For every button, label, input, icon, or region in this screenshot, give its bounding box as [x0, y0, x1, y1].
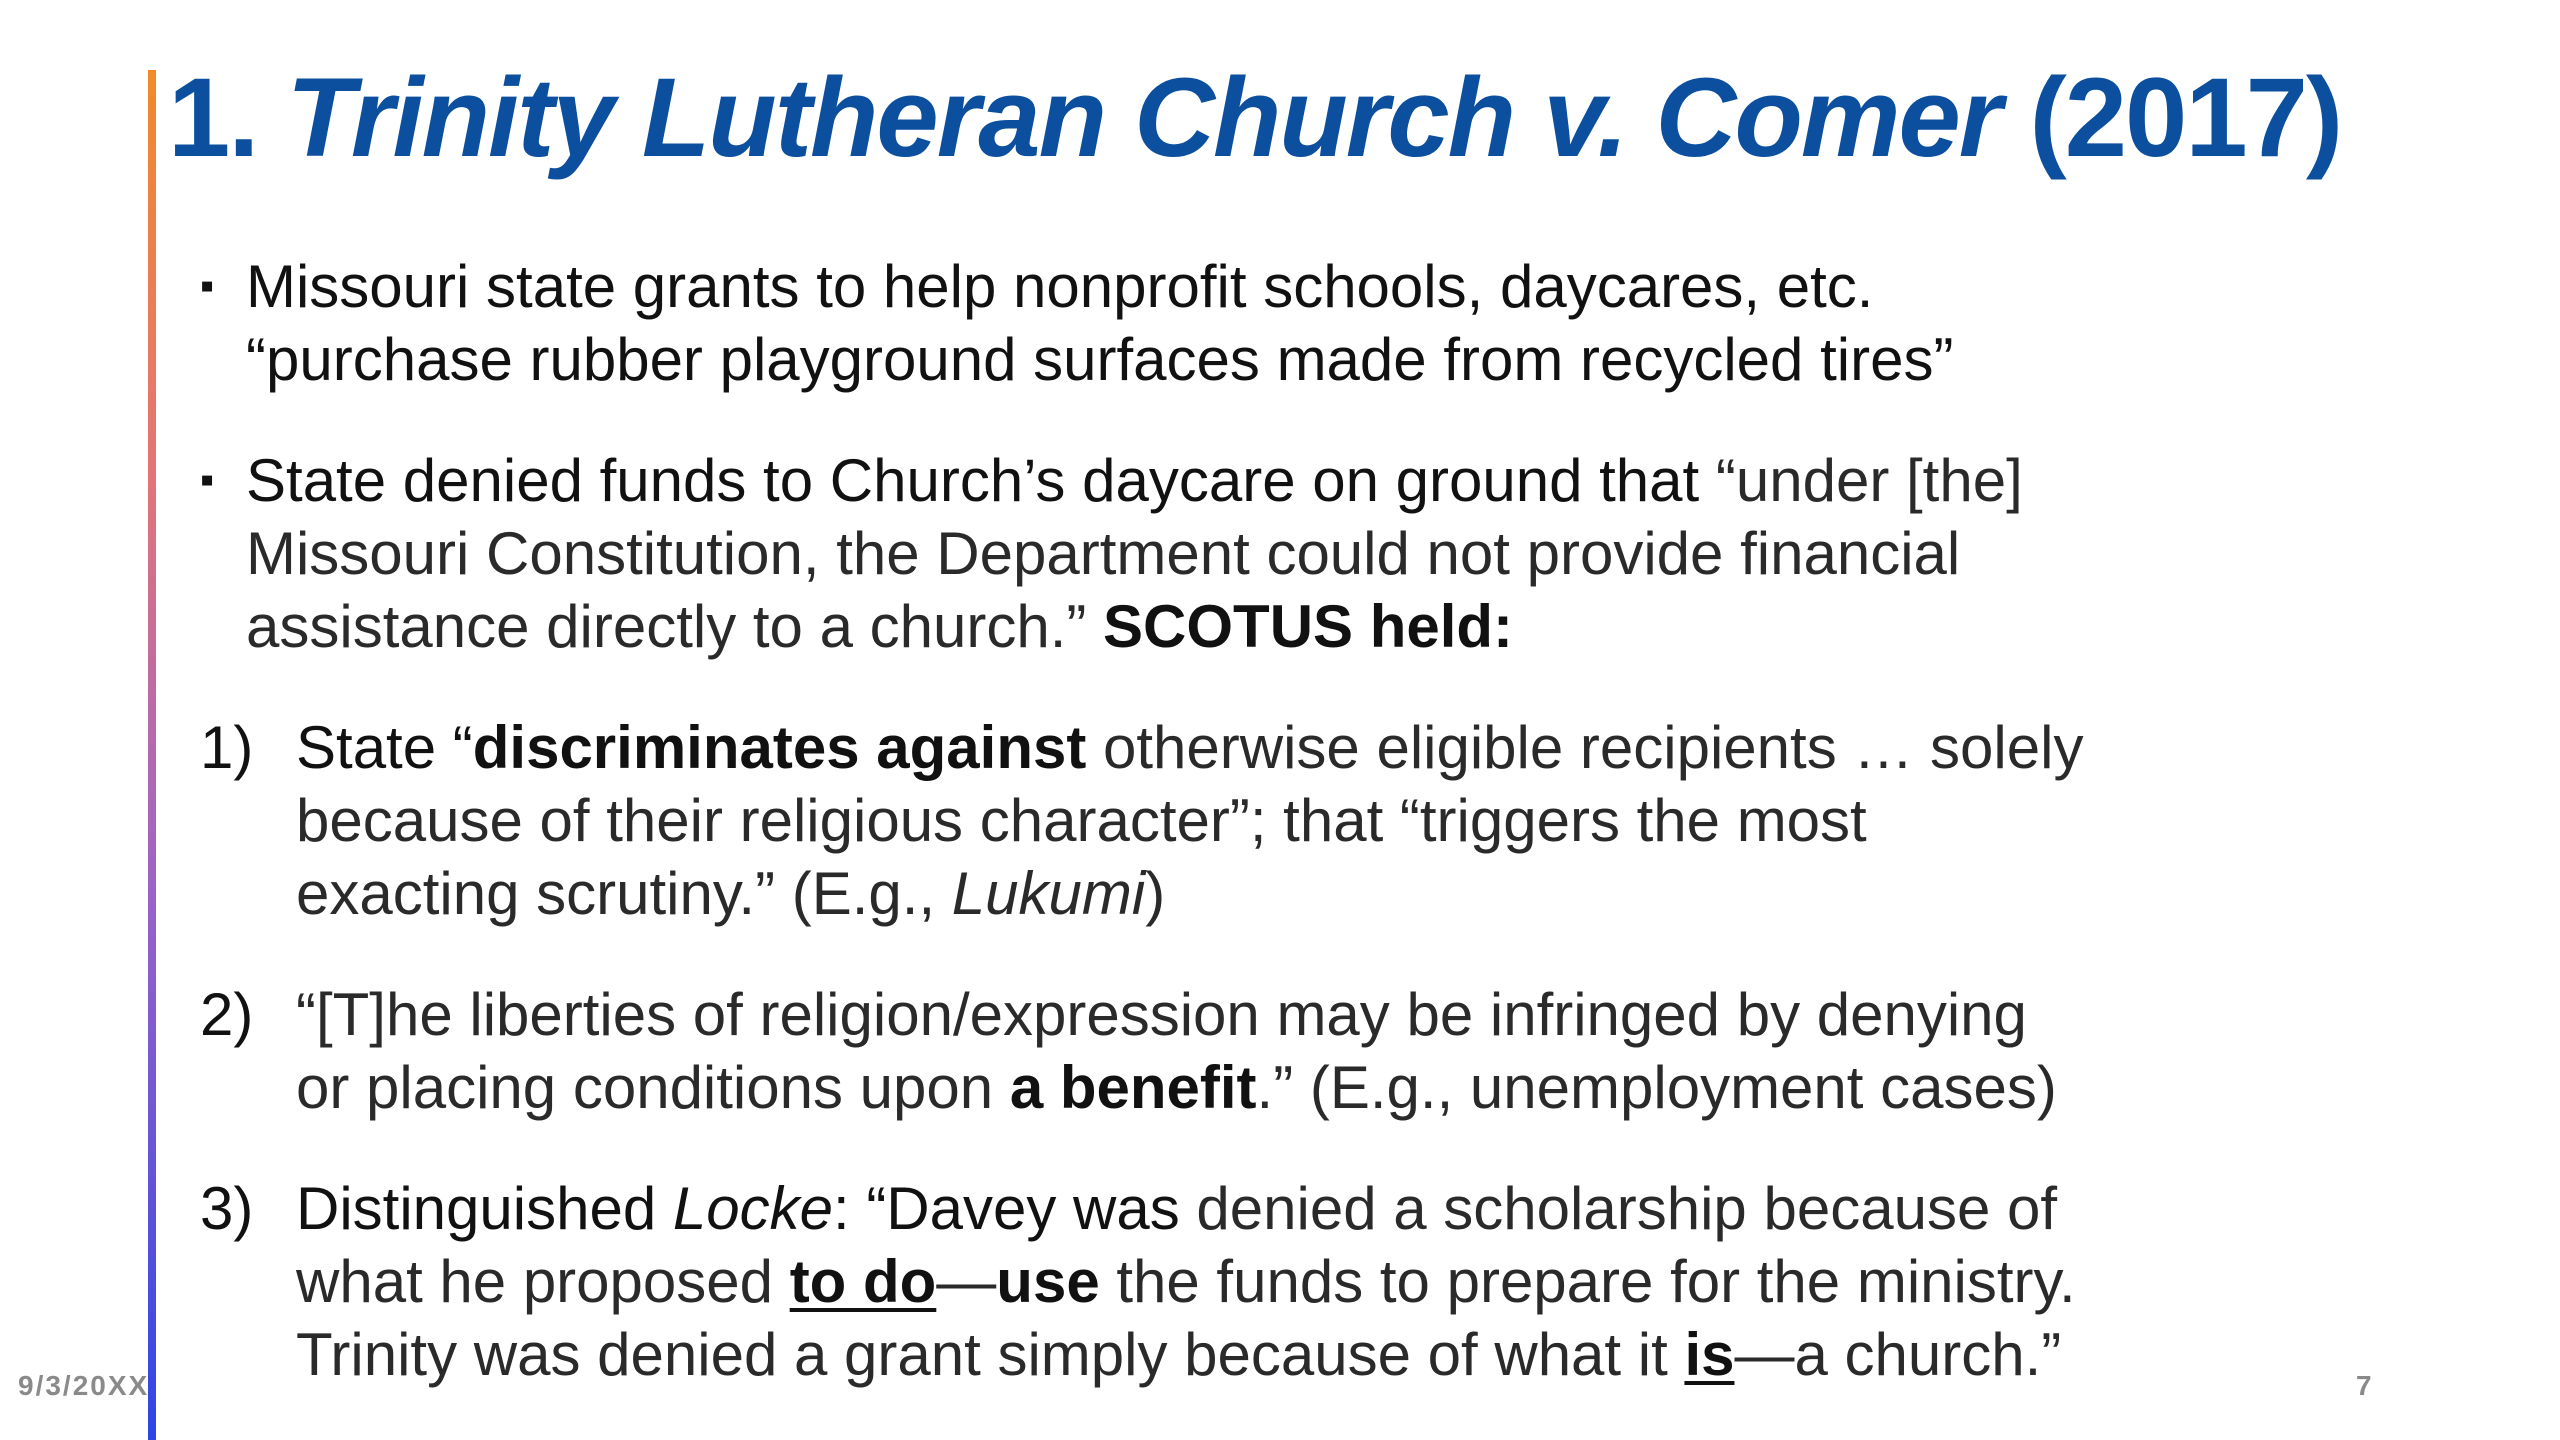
title-case-name: Trinity Lutheran Church v. Comer	[286, 55, 2001, 180]
holding-3-d: denied a scholarship because of	[1196, 1175, 2058, 1242]
holding-3-j: Trinity was denied a grant simply because of what it	[296, 1321, 1685, 1388]
holding-2	[200, 978, 2400, 1124]
holding-3	[200, 1172, 2400, 1391]
holding-1-f: Lukumi	[951, 860, 1146, 927]
holding-2-marker: 2)	[200, 981, 254, 1048]
holding-3-k: is	[1684, 1321, 1735, 1388]
bullet-grants-line2: “purchase rubber playground surfaces made from recycled tires”	[246, 326, 1954, 393]
bullet-denial-quote2: Missouri Constitution, the Department could not provide financial	[246, 520, 1961, 587]
holding-1-e: exacting scrutiny.” (E.g.,	[296, 860, 952, 927]
bullet-marker: ▪	[200, 458, 215, 502]
holding-1-marker: 1)	[200, 714, 254, 781]
holding-1	[200, 711, 2400, 930]
holding-1-c: otherwise eligible recipients … solely	[1086, 714, 2084, 781]
slide-content	[200, 250, 2400, 1439]
holding-3-marker: 3)	[200, 1175, 254, 1242]
holding-3-c: : “Davey was	[832, 1175, 1197, 1242]
holding-3-l: —a church.”	[1734, 1321, 2062, 1388]
bullet-denial-lead: State denied funds to Church’s daycare on ground that	[246, 447, 1716, 514]
slide-title	[168, 54, 2341, 183]
holding-3-a: Distinguished	[296, 1175, 673, 1242]
title-number: 1.	[168, 55, 258, 180]
holding-3-f: to do	[789, 1248, 937, 1315]
bullet-grants-line1: Missouri state grants to help nonprofit schools, daycares, etc.	[246, 253, 1874, 320]
holding-2-a: “[T]he liberties of religion/expression may be infringed by denying	[296, 981, 2027, 1048]
holding-3-h: use	[996, 1248, 1100, 1315]
holding-3-b: Locke	[672, 1175, 833, 1242]
holding-1-d: because of their religious character”; that “triggers the most	[296, 787, 1867, 854]
bullet-denial-quote3: assistance directly to a church.”	[246, 593, 1104, 660]
title-year: (2017)	[2029, 55, 2342, 180]
bullet-denial-held: SCOTUS held:	[1103, 593, 1514, 660]
footer-date: 9/3/20XX	[18, 1370, 150, 1401]
holding-2-c: a benefit	[1009, 1054, 1257, 1121]
holding-1-g: )	[1145, 860, 1166, 927]
page-number: 7	[2356, 1370, 2372, 1401]
accent-bar	[148, 70, 156, 1440]
holding-3-i: the funds to prepare for the ministry.	[1099, 1248, 2076, 1315]
holding-3-e: what he proposed	[296, 1248, 790, 1315]
bullet-marker: ▪	[200, 264, 215, 308]
holding-1-a: State “	[296, 714, 473, 781]
bullet-denial	[200, 444, 2400, 663]
holding-2-d: .” (E.g., unemployment cases)	[1256, 1054, 2057, 1121]
holding-2-b: or placing conditions upon	[296, 1054, 1010, 1121]
bullet-denial-quote1: “under [the]	[1715, 447, 2023, 514]
holding-3-g: —	[936, 1248, 997, 1315]
holding-1-b: discriminates against	[472, 714, 1087, 781]
bullet-grants	[200, 250, 2400, 396]
